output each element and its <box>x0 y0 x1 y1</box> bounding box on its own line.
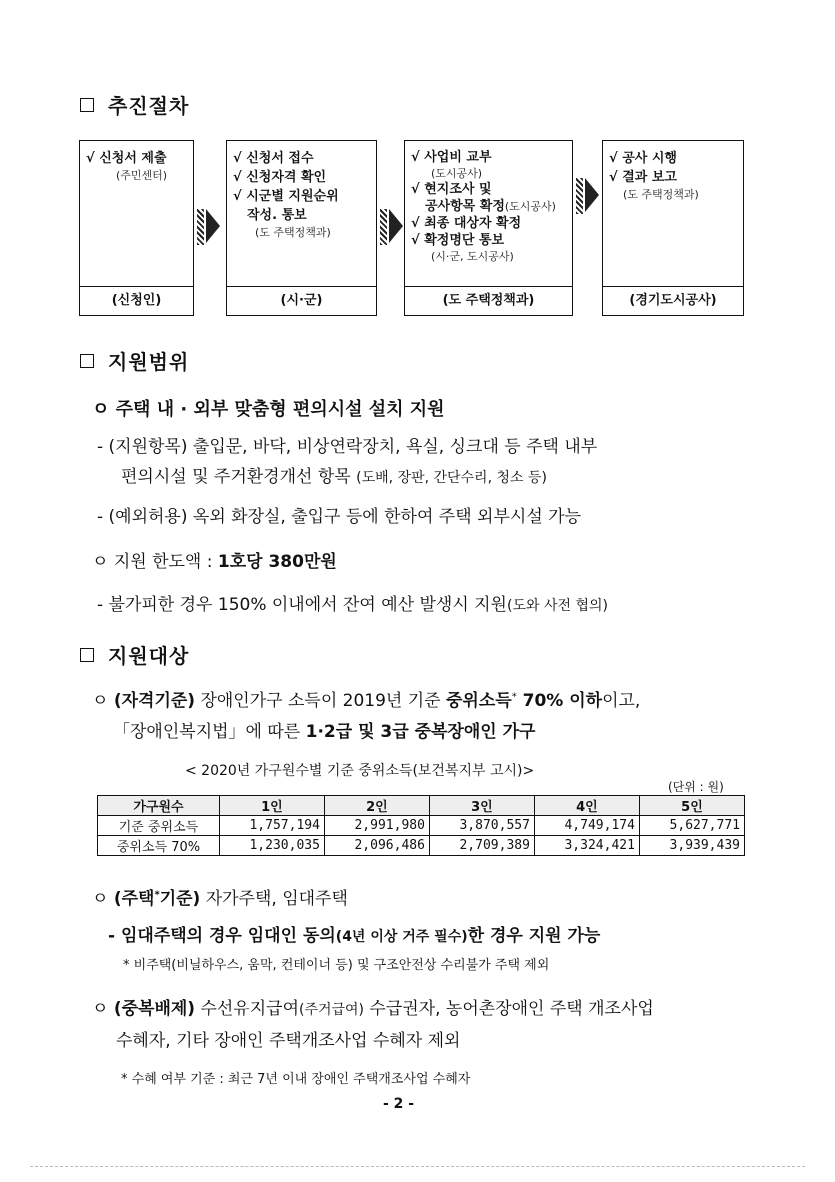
flow-footer: (경기도시공사) <box>603 286 743 315</box>
table-row: 중위소득 70% 1,230,035 2,096,486 2,709,389 3,324,421 3,939,439 <box>98 836 745 856</box>
scope-bullet-1: ㅇ 주택 내 · 외부 맞춤형 편의시설 설치 지원 <box>92 399 445 420</box>
target-housing-note: * 비주택(비닐하우스, 움막, 컨테이너 등) 및 구조안전상 수리불가 주택 제외 <box>123 958 550 973</box>
table-unit: (단위 : 원) <box>668 780 724 794</box>
checkbox-square-icon <box>80 648 94 662</box>
page-bottom-divider <box>30 1166 805 1167</box>
section-title-scope: 지원범위 <box>80 346 189 375</box>
flow-footer: (신청인) <box>80 286 193 315</box>
scope-dash-2: - (예외허용) 옥외 화장실, 출입구 등에 한하여 주택 외부시설 가능 <box>97 507 581 527</box>
section-title-procedure: 추진절차 <box>80 90 189 119</box>
page-number: - 2 - <box>383 1096 415 1112</box>
flow-box-corporation: √ 공사 시행 √ 결과 보고 (도 주택정책과) (경기도시공사) <box>602 140 744 316</box>
scope-bullet-2: ㅇ 지원 한도액 : 1호당 380만원 <box>92 552 337 572</box>
flow-box-city: √ 신청서 접수 √ 신청자격 확인 √ 시군별 지원순위 작성. 통보 (도 주택정책과) (시·군) <box>226 140 377 316</box>
median-income-table <box>97 795 745 856</box>
arrow-stem-icon <box>197 209 204 245</box>
target-housing-dash: - 임대주택의 경우 임대인 동의(4년 이상 거주 필수)한 경우 지원 가능 <box>108 926 601 946</box>
target-duplicate-note: * 수혜 여부 기준 : 최근 7년 이내 장애인 주택개조사업 수혜자 <box>121 1072 471 1087</box>
target-duplicate-line-2: 수혜자, 기타 장애인 주택개조사업 수혜자 제외 <box>116 1031 461 1051</box>
checkbox-square-icon <box>80 98 94 112</box>
target-qualification-line-1: ㅇ (자격기준) 장애인가구 소득이 2019년 기준 중위소득* 70% 이하이고, <box>92 691 641 711</box>
table-caption: < 2020년 가구원수별 기준 중위소득(보건복지부 고시)> <box>185 763 535 779</box>
arrow-stem-icon <box>380 209 387 245</box>
arrow-stem-icon <box>576 178 583 214</box>
flow-box-province: √ 사업비 교부 (도시공사) √ 현지조사 및 공사항목 확정(도시공사) √ 최종 대상자 확정 √ 확정명단 통보 (시·군, 도시공사) (도 주택정책과) <box>404 140 573 316</box>
arrow-right-icon <box>585 178 599 212</box>
arrow-right-icon <box>206 209 220 243</box>
arrow-right-icon <box>389 209 403 243</box>
flow-box-applicant: √ 신청서 제출 (주민센터) (신청인) <box>79 140 194 316</box>
table-row: 기준 중위소득 1,757,194 2,991,980 3,870,557 4,749,174 5,627,771 <box>98 816 745 836</box>
target-duplicate-line-1: ㅇ (중복배제) 수선유지급여(주거급여) 수급권자, 농어촌장애인 주택 개조사업 <box>92 999 654 1019</box>
flow-item: √ 신청서 제출 <box>86 151 167 166</box>
scope-dash-3: - 불가피한 경우 150% 이내에서 잔여 예산 발생시 지원(도와 사전 협의) <box>97 595 608 615</box>
target-qualification-line-2: 「장애인복지법」에 따른 1·2급 및 3급 중복장애인 가구 <box>113 722 536 742</box>
scope-dash-1b: 편의시설 및 주거환경개선 항목 (도배, 장판, 간단수리, 청소 등) <box>121 467 547 487</box>
scope-dash-1a: - (지원항목) 출입문, 바닥, 비상연락장치, 욕실, 싱크대 등 주택 내부 <box>97 437 598 457</box>
checkbox-square-icon <box>80 354 94 368</box>
target-housing-line: ㅇ (주택*기준) 자가주택, 임대주택 <box>92 889 348 909</box>
table-header-row: 가구원수 1인 2인 3인 4인 5인 <box>98 796 745 816</box>
section-title-target: 지원대상 <box>80 640 189 669</box>
flow-footer: (도 주택정책과) <box>405 286 572 315</box>
flow-footer: (시·군) <box>227 286 376 315</box>
